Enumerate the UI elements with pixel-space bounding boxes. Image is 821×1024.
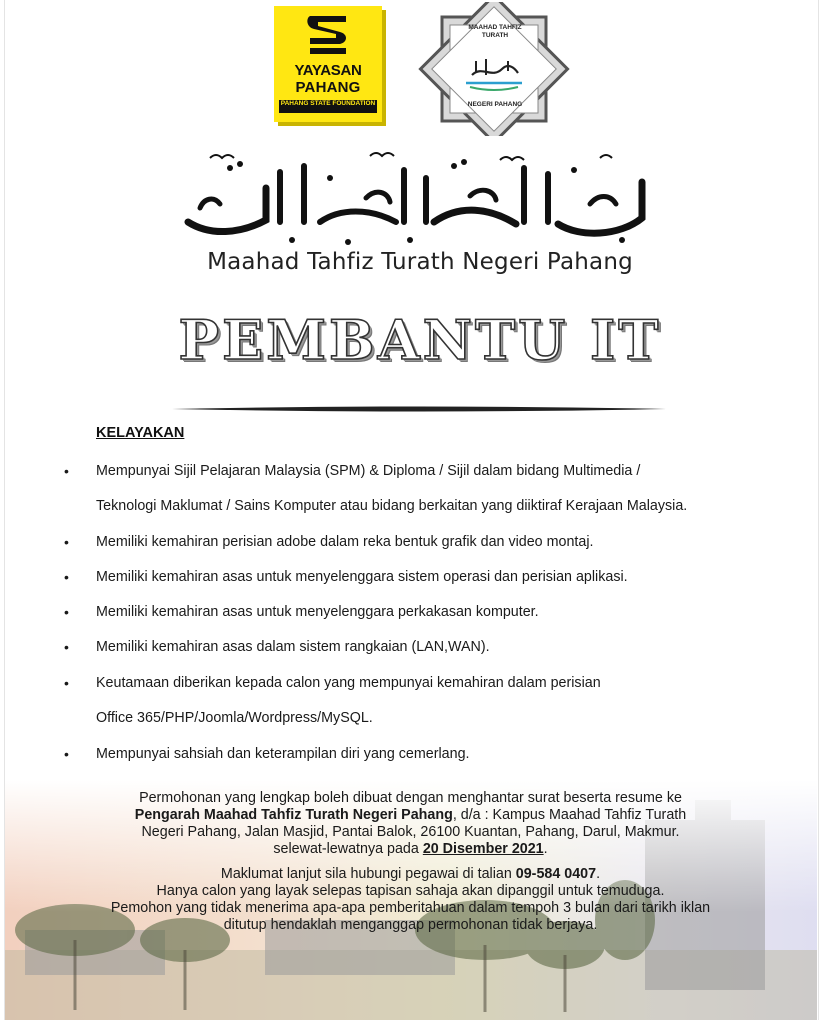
yayasan-emblem-icon bbox=[304, 12, 352, 58]
contact-line-3: Pemohon yang tidak menerima apa-apa pemberitahuan dalam tempoh 3 bulan dari tarikh iklan bbox=[110, 900, 711, 916]
phone-number: 09-584 0407 bbox=[515, 866, 597, 882]
requirement-text: Mempunyai Sijil Pelajaran Malaysia (SPM) & Diploma / Sijil dalam bidang Multimedia / bbox=[96, 463, 641, 479]
bullet-icon: • bbox=[64, 569, 69, 585]
requirement-text: Teknologi Maklumat / Sains Komputer atau bidang berkaitan yang diiktiraf Kerajaan Malaysia. bbox=[96, 498, 688, 514]
yayasan-logo-subtitle: PAHANG STATE FOUNDATION bbox=[279, 100, 377, 113]
application-info bbox=[0, 790, 821, 858]
requirement-text: Memiliki kemahiran asas untuk menyelenggara sistem operasi dan perisian aplikasi. bbox=[96, 569, 628, 585]
application-deadline-line bbox=[0, 841, 821, 858]
application-recipient: Pengarah Maahad Tahfiz Turath Negeri Pahang bbox=[134, 807, 453, 823]
deadline-suffix: . bbox=[543, 841, 548, 857]
job-title: PEMBANTU IT bbox=[178, 308, 662, 372]
maahad-logo-bottom-text: NEGERI PAHANG bbox=[467, 101, 523, 108]
bullet-icon: • bbox=[64, 463, 69, 479]
requirement-text: Memiliki kemahiran asas dalam sistem rangkaian (LAN,WAN). bbox=[96, 639, 490, 655]
yayasan-pahang-logo bbox=[274, 6, 382, 122]
application-line-1: Permohonan yang lengkap boleh dibuat dengan menghantar surat beserta resume ke bbox=[139, 790, 682, 806]
requirement-text: Office 365/PHP/Joomla/Wordpress/MySQL. bbox=[96, 710, 373, 726]
divider-line bbox=[172, 405, 666, 413]
requirement-text: Memiliki kemahiran perisian adobe dalam reka bentuk grafik dan video montaj. bbox=[96, 534, 594, 550]
requirement-text: Mempunyai sahsiah dan keterampilan diri yang cemerlang. bbox=[96, 746, 470, 762]
requirement-text: Memiliki kemahiran asas untuk menyelenggara perkakasan komputer. bbox=[96, 604, 539, 620]
yayasan-logo-text-1: YAYASAN bbox=[294, 62, 362, 79]
application-recipient-suffix: , d/a : Kampus Maahad Tahfiz Turath bbox=[452, 807, 687, 823]
deadline-prefix: selewat-lewatnya pada bbox=[273, 841, 423, 857]
maahad-logo-text-1: MAAHAD TAHFIZ bbox=[468, 24, 522, 31]
maahad-star-emblem-icon bbox=[414, 2, 574, 136]
requirements-heading: KELAYAKAN bbox=[96, 425, 185, 441]
bullet-icon: • bbox=[64, 639, 69, 655]
deadline-date: 20 Disember 2021 bbox=[422, 841, 544, 857]
phone-suffix: . bbox=[596, 866, 601, 882]
bullet-icon: • bbox=[64, 675, 69, 691]
arabic-calligraphy-title bbox=[170, 148, 660, 246]
application-address: Negeri Pahang, Jalan Masjid, Pantai Balok, 26100 Kuantan, Pahang, Darul, Makmur. bbox=[141, 824, 680, 840]
requirement-text: Keutamaan diberikan kepada calon yang mempunyai kemahiran dalam perisian bbox=[96, 675, 601, 691]
contact-phone-line bbox=[0, 866, 821, 883]
maahad-logo-text-2: TURATH bbox=[481, 32, 509, 39]
phone-prefix: Maklumat lanjut sila hubungi pegawai di talian bbox=[220, 866, 516, 882]
contact-info bbox=[0, 866, 821, 934]
bullet-icon: • bbox=[64, 746, 69, 762]
english-title: Maahad Tahfiz Turath Negeri Pahang bbox=[207, 249, 633, 275]
yayasan-logo-text-2: PAHANG bbox=[295, 79, 361, 96]
application-line-2 bbox=[0, 807, 821, 824]
bullet-icon: • bbox=[64, 604, 69, 620]
contact-line-4: ditutup hendaklah menganggap permohonan tidak berjaya. bbox=[223, 917, 598, 933]
bullet-icon: • bbox=[64, 534, 69, 550]
contact-line-2: Hanya calon yang layak selepas tapisan sahaja akan dipanggil untuk temuduga. bbox=[156, 883, 665, 899]
maahad-logo-top-text bbox=[455, 24, 535, 40]
